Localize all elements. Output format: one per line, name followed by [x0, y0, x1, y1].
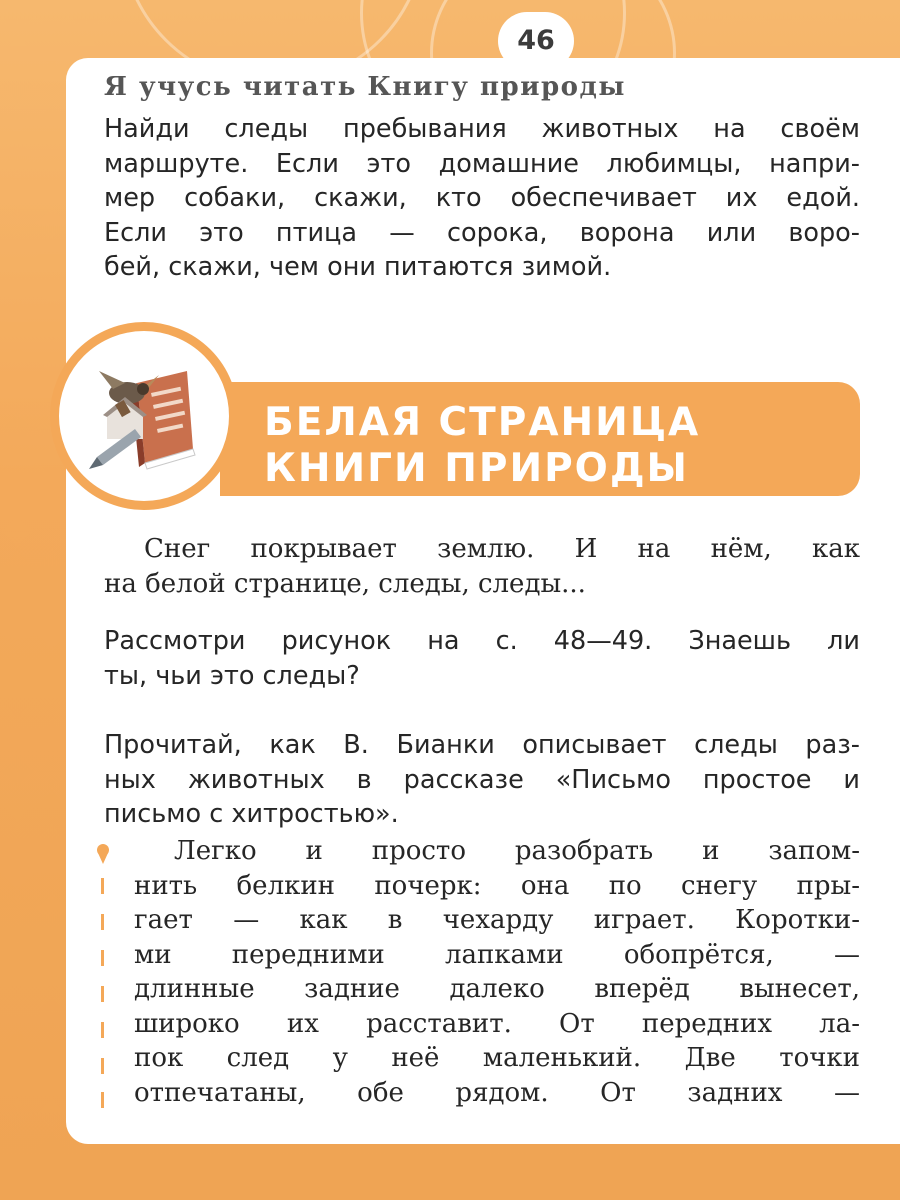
text-line: Если это птица — сорока, ворона или воро-	[104, 217, 860, 248]
task-paragraph	[104, 728, 860, 832]
text-line: на белой странице, следы, следы...	[104, 568, 586, 599]
page-number: 46	[498, 12, 574, 70]
epigraph	[104, 532, 860, 601]
text-line: маршруте. Если это домашние любимцы, напри-	[104, 148, 860, 179]
text-line: Рассмотри рисунок на с. 48—49. Знаешь ли	[104, 626, 860, 656]
excerpt-paragraph	[134, 834, 860, 1110]
text-line: бей, скажи, чем они питаются зимой.	[104, 252, 612, 282]
section-emblem	[50, 322, 238, 510]
text-line: ных животных в рассказе «Письмо простое и	[104, 764, 860, 795]
section-title-line: КНИГИ ПРИРОДЫ	[264, 446, 689, 491]
text-line: нить белкин почерк: она по снегу пры-	[134, 870, 860, 901]
text-line: отпечатаны, обе рядом. От задних —	[134, 1077, 860, 1108]
intro-heading: Я учусь читать Книгу природы	[104, 72, 626, 102]
text-line: письмо с хитростью».	[104, 799, 399, 829]
text-line: длинные задние далеко вперёд вынесет,	[134, 974, 860, 1004]
text-line: мер собаки, скажи, кто обеспечивает их едой.	[104, 183, 860, 213]
section-title	[264, 400, 700, 492]
text-line: пок след у неё маленький. Две точки	[134, 1043, 860, 1073]
section-title-line: БЕЛАЯ СТРАНИЦА	[264, 400, 701, 445]
quote-marker-icon	[94, 840, 112, 1110]
book-and-pencil-icon	[59, 331, 229, 501]
text-line: ты, чьи это следы?	[104, 660, 360, 691]
text-line: гает — как в чехарду играет. Коротки-	[134, 905, 860, 935]
task-paragraph	[104, 624, 860, 693]
intro-paragraph	[104, 112, 860, 285]
text-line: Найди следы пребывания животных на своём	[104, 114, 860, 144]
text-line: ми передними лапками обопрётся, —	[134, 939, 860, 970]
text-line: Прочитай, как В. Бианки описывает следы раз-	[104, 730, 860, 760]
text-line: Легко и просто разобрать и запом-	[174, 836, 860, 866]
text-line: широко их расставит. От передних ла-	[134, 1008, 860, 1039]
text-line: Снег покрывает землю. И на нём, как	[144, 534, 860, 564]
